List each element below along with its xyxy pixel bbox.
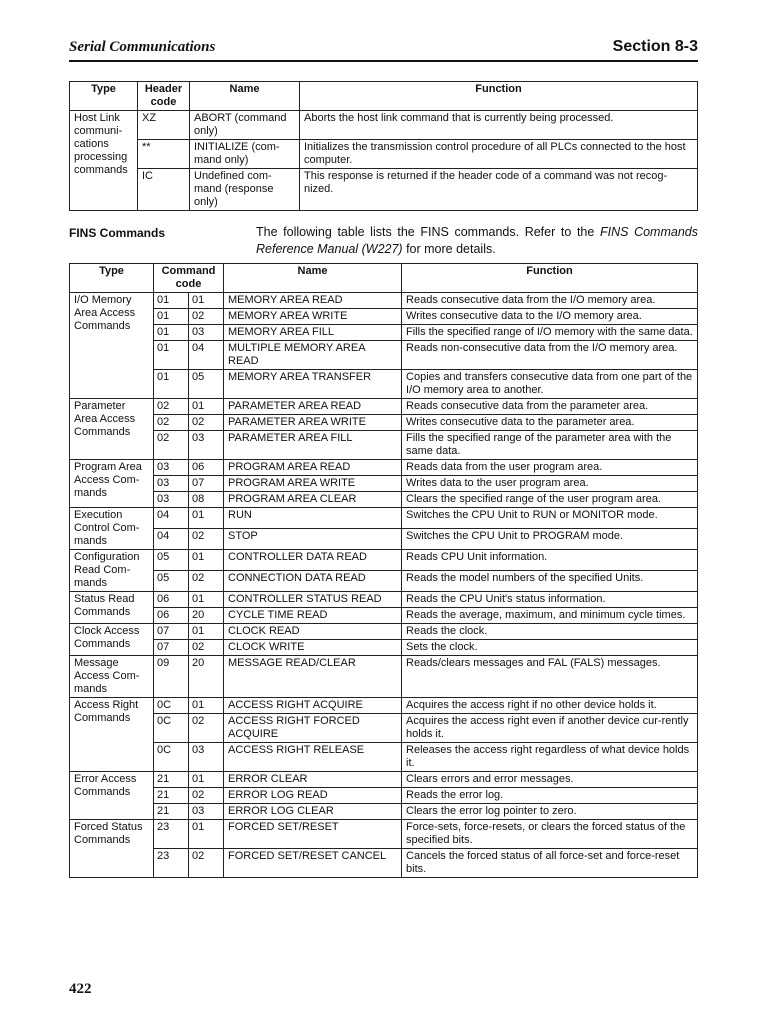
table-row xyxy=(70,111,698,140)
command-code-2-cell: 01 xyxy=(189,698,224,714)
command-code-2-cell: 08 xyxy=(189,492,224,508)
table-row xyxy=(70,656,698,698)
name-cell: CLOCK WRITE xyxy=(224,640,402,656)
name-cell: ERROR CLEAR xyxy=(224,772,402,788)
manual-reference: FINS Commands Reference Manual (W227) xyxy=(256,225,698,256)
function-cell: Reads data from the user program area. xyxy=(402,460,698,476)
function-cell: Reads consecutive data from the parameter area. xyxy=(402,399,698,415)
table-row xyxy=(70,804,698,820)
function-cell: Acquires the access right even if another device cur-rently holds it. xyxy=(402,714,698,743)
function-cell: Cancels the forced status of all force-set and force-reset bits. xyxy=(402,849,698,878)
table-row xyxy=(70,492,698,508)
function-cell: Clears the error log pointer to zero. xyxy=(402,804,698,820)
table-row xyxy=(70,460,698,476)
table-row xyxy=(70,325,698,341)
column-header: Name xyxy=(190,82,300,111)
table-row xyxy=(70,293,698,309)
command-code-2-cell: 02 xyxy=(189,309,224,325)
function-cell: Reads the model numbers of the specified Units. xyxy=(402,571,698,592)
command-code-2-cell: 01 xyxy=(189,508,224,529)
header-code-cell: XZ xyxy=(138,111,190,140)
command-code-2-cell: 02 xyxy=(189,571,224,592)
function-cell: Initializes the transmission control procedure of all PLCs connected to the host computer. xyxy=(300,140,698,169)
name-cell: RUN xyxy=(224,508,402,529)
command-code-1-cell: 03 xyxy=(154,492,189,508)
table-row xyxy=(70,140,698,169)
command-code-2-cell: 01 xyxy=(189,399,224,415)
function-cell: Reads the average, maximum, and minimum cycle times. xyxy=(402,608,698,624)
type-cell: Access Right Commands xyxy=(70,698,154,772)
command-code-2-cell: 01 xyxy=(189,820,224,849)
function-cell: Aborts the host link command that is currently being processed. xyxy=(300,111,698,140)
column-header: Command code xyxy=(154,264,224,293)
table-row xyxy=(70,698,698,714)
function-cell: Reads/clears messages and FAL (FALS) messages. xyxy=(402,656,698,698)
column-header: Function xyxy=(402,264,698,293)
command-code-1-cell: 02 xyxy=(154,431,189,460)
command-code-2-cell: 01 xyxy=(189,772,224,788)
type-cell: Execution Control Com-mands xyxy=(70,508,154,550)
type-cell: I/O Memory Area Access Commands xyxy=(70,293,154,399)
command-code-2-cell: 03 xyxy=(189,743,224,772)
header-code-cell: IC xyxy=(138,169,190,211)
command-code-2-cell: 03 xyxy=(189,325,224,341)
function-cell: Force-sets, force-resets, or clears the forced status of the specified bits. xyxy=(402,820,698,849)
intro-text: The following table lists the FINS commands. Refer to the xyxy=(256,225,600,239)
command-code-1-cell: 01 xyxy=(154,325,189,341)
header-code-cell: ** xyxy=(138,140,190,169)
fins-section-heading: FINS Commands xyxy=(69,226,166,240)
name-cell: MEMORY AREA READ xyxy=(224,293,402,309)
name-cell: ERROR LOG READ xyxy=(224,788,402,804)
table-row xyxy=(70,788,698,804)
function-cell: Reads the CPU Unit's status information. xyxy=(402,592,698,608)
command-code-1-cell: 07 xyxy=(154,624,189,640)
command-code-1-cell: 21 xyxy=(154,788,189,804)
column-header: Header code xyxy=(138,82,190,111)
table-row xyxy=(70,624,698,640)
name-cell: MEMORY AREA WRITE xyxy=(224,309,402,325)
table-row xyxy=(70,714,698,743)
command-code-1-cell: 23 xyxy=(154,849,189,878)
type-cell: Configuration Read Com-mands xyxy=(70,550,154,592)
type-cell: Clock Access Commands xyxy=(70,624,154,656)
name-cell: PARAMETER AREA READ xyxy=(224,399,402,415)
function-cell: Switches the CPU Unit to RUN or MONITOR mode. xyxy=(402,508,698,529)
column-header: Name xyxy=(224,264,402,293)
table-header-row xyxy=(70,82,698,111)
name-cell: ABORT (command only) xyxy=(190,111,300,140)
intro-text: for more details. xyxy=(402,242,496,256)
fins-commands-table xyxy=(69,263,698,878)
name-cell: ERROR LOG CLEAR xyxy=(224,804,402,820)
command-code-1-cell: 01 xyxy=(154,293,189,309)
command-code-1-cell: 09 xyxy=(154,656,189,698)
command-code-1-cell: 04 xyxy=(154,529,189,550)
type-cell: Error Access Commands xyxy=(70,772,154,820)
table-row xyxy=(70,820,698,849)
table-row xyxy=(70,550,698,571)
command-code-1-cell: 07 xyxy=(154,640,189,656)
command-code-1-cell: 0C xyxy=(154,714,189,743)
host-link-table xyxy=(69,81,698,211)
table-row xyxy=(70,169,698,211)
type-cell: Message Access Com-mands xyxy=(70,656,154,698)
command-code-1-cell: 0C xyxy=(154,698,189,714)
function-cell: Writes consecutive data to the I/O memory area. xyxy=(402,309,698,325)
table-row xyxy=(70,341,698,370)
name-cell: CONTROLLER STATUS READ xyxy=(224,592,402,608)
command-code-1-cell: 05 xyxy=(154,571,189,592)
type-cell: Program Area Access Com-mands xyxy=(70,460,154,508)
type-cell: Parameter Area Access Commands xyxy=(70,399,154,460)
table-row xyxy=(70,640,698,656)
command-code-1-cell: 06 xyxy=(154,592,189,608)
command-code-1-cell: 03 xyxy=(154,460,189,476)
command-code-1-cell: 21 xyxy=(154,772,189,788)
table-row xyxy=(70,849,698,878)
command-code-1-cell: 01 xyxy=(154,309,189,325)
name-cell: PROGRAM AREA CLEAR xyxy=(224,492,402,508)
table-row xyxy=(70,743,698,772)
command-code-2-cell: 03 xyxy=(189,431,224,460)
command-code-2-cell: 02 xyxy=(189,849,224,878)
section-number: Section 8-3 xyxy=(612,38,698,55)
name-cell: ACCESS RIGHT ACQUIRE xyxy=(224,698,402,714)
command-code-2-cell: 01 xyxy=(189,293,224,309)
command-code-2-cell: 01 xyxy=(189,624,224,640)
command-code-2-cell: 01 xyxy=(189,550,224,571)
command-code-1-cell: 02 xyxy=(154,399,189,415)
command-code-2-cell: 07 xyxy=(189,476,224,492)
type-cell: Status Read Commands xyxy=(70,592,154,624)
command-code-2-cell: 03 xyxy=(189,804,224,820)
column-header: Function xyxy=(300,82,698,111)
command-code-1-cell: 06 xyxy=(154,608,189,624)
name-cell: PARAMETER AREA FILL xyxy=(224,431,402,460)
table-row xyxy=(70,592,698,608)
function-cell: Fills the specified range of I/O memory with the same data. xyxy=(402,325,698,341)
function-cell: Reads CPU Unit information. xyxy=(402,550,698,571)
function-cell: Clears errors and error messages. xyxy=(402,772,698,788)
name-cell: PROGRAM AREA READ xyxy=(224,460,402,476)
column-header: Type xyxy=(70,264,154,293)
column-header: Type xyxy=(70,82,138,111)
function-cell: Switches the CPU Unit to PROGRAM mode. xyxy=(402,529,698,550)
command-code-2-cell: 02 xyxy=(189,714,224,743)
name-cell: PROGRAM AREA WRITE xyxy=(224,476,402,492)
name-cell: FORCED SET/RESET CANCEL xyxy=(224,849,402,878)
command-code-2-cell: 02 xyxy=(189,529,224,550)
function-cell: Acquires the access right if no other device holds it. xyxy=(402,698,698,714)
name-cell: MEMORY AREA FILL xyxy=(224,325,402,341)
table-row xyxy=(70,529,698,550)
function-cell: Clears the specified range of the user program area. xyxy=(402,492,698,508)
name-cell: ACCESS RIGHT FORCED ACQUIRE xyxy=(224,714,402,743)
name-cell: MEMORY AREA TRANSFER xyxy=(224,370,402,399)
function-cell: Copies and transfers consecutive data from one part of the I/O memory area to another. xyxy=(402,370,698,399)
command-code-2-cell: 02 xyxy=(189,415,224,431)
table-row xyxy=(70,608,698,624)
command-code-2-cell: 20 xyxy=(189,608,224,624)
name-cell: PARAMETER AREA WRITE xyxy=(224,415,402,431)
table-row xyxy=(70,571,698,592)
name-cell: MULTIPLE MEMORY AREA READ xyxy=(224,341,402,370)
name-cell: ACCESS RIGHT RELEASE xyxy=(224,743,402,772)
name-cell: FORCED SET/RESET xyxy=(224,820,402,849)
table-header-row xyxy=(70,264,698,293)
command-code-1-cell: 01 xyxy=(154,341,189,370)
function-cell: Releases the access right regardless of what device holds it. xyxy=(402,743,698,772)
table-row xyxy=(70,399,698,415)
command-code-2-cell: 02 xyxy=(189,788,224,804)
table-row xyxy=(70,772,698,788)
name-cell: INITIALIZE (com-mand only) xyxy=(190,140,300,169)
type-cell: Host Link communi-cations processing commands xyxy=(70,111,138,211)
command-code-1-cell: 02 xyxy=(154,415,189,431)
command-code-2-cell: 02 xyxy=(189,640,224,656)
command-code-1-cell: 21 xyxy=(154,804,189,820)
command-code-2-cell: 20 xyxy=(189,656,224,698)
page-header xyxy=(69,36,698,62)
table-row xyxy=(70,370,698,399)
table-row xyxy=(70,415,698,431)
name-cell: CYCLE TIME READ xyxy=(224,608,402,624)
command-code-1-cell: 23 xyxy=(154,820,189,849)
function-cell: This response is returned if the header code of a command was not recog-nized. xyxy=(300,169,698,211)
table-row xyxy=(70,431,698,460)
table-row xyxy=(70,476,698,492)
command-code-2-cell: 05 xyxy=(189,370,224,399)
name-cell: CLOCK READ xyxy=(224,624,402,640)
command-code-2-cell: 04 xyxy=(189,341,224,370)
command-code-2-cell: 06 xyxy=(189,460,224,476)
chapter-title: Serial Communications xyxy=(69,39,216,55)
command-code-1-cell: 01 xyxy=(154,370,189,399)
command-code-1-cell: 0C xyxy=(154,743,189,772)
function-cell: Reads the error log. xyxy=(402,788,698,804)
table-row xyxy=(70,309,698,325)
command-code-1-cell: 03 xyxy=(154,476,189,492)
table-row xyxy=(70,508,698,529)
function-cell: Sets the clock. xyxy=(402,640,698,656)
fins-intro-paragraph xyxy=(256,224,698,258)
function-cell: Writes consecutive data to the parameter area. xyxy=(402,415,698,431)
page-number: 422 xyxy=(69,981,92,997)
command-code-1-cell: 04 xyxy=(154,508,189,529)
name-cell: CONTROLLER DATA READ xyxy=(224,550,402,571)
name-cell: Undefined com-mand (response only) xyxy=(190,169,300,211)
name-cell: MESSAGE READ/CLEAR xyxy=(224,656,402,698)
function-cell: Writes data to the user program area. xyxy=(402,476,698,492)
function-cell: Fills the specified range of the parameter area with the same data. xyxy=(402,431,698,460)
function-cell: Reads non-consecutive data from the I/O memory area. xyxy=(402,341,698,370)
command-code-2-cell: 01 xyxy=(189,592,224,608)
function-cell: Reads the clock. xyxy=(402,624,698,640)
function-cell: Reads consecutive data from the I/O memory area. xyxy=(402,293,698,309)
name-cell: CONNECTION DATA READ xyxy=(224,571,402,592)
name-cell: STOP xyxy=(224,529,402,550)
command-code-1-cell: 05 xyxy=(154,550,189,571)
type-cell: Forced Status Commands xyxy=(70,820,154,878)
